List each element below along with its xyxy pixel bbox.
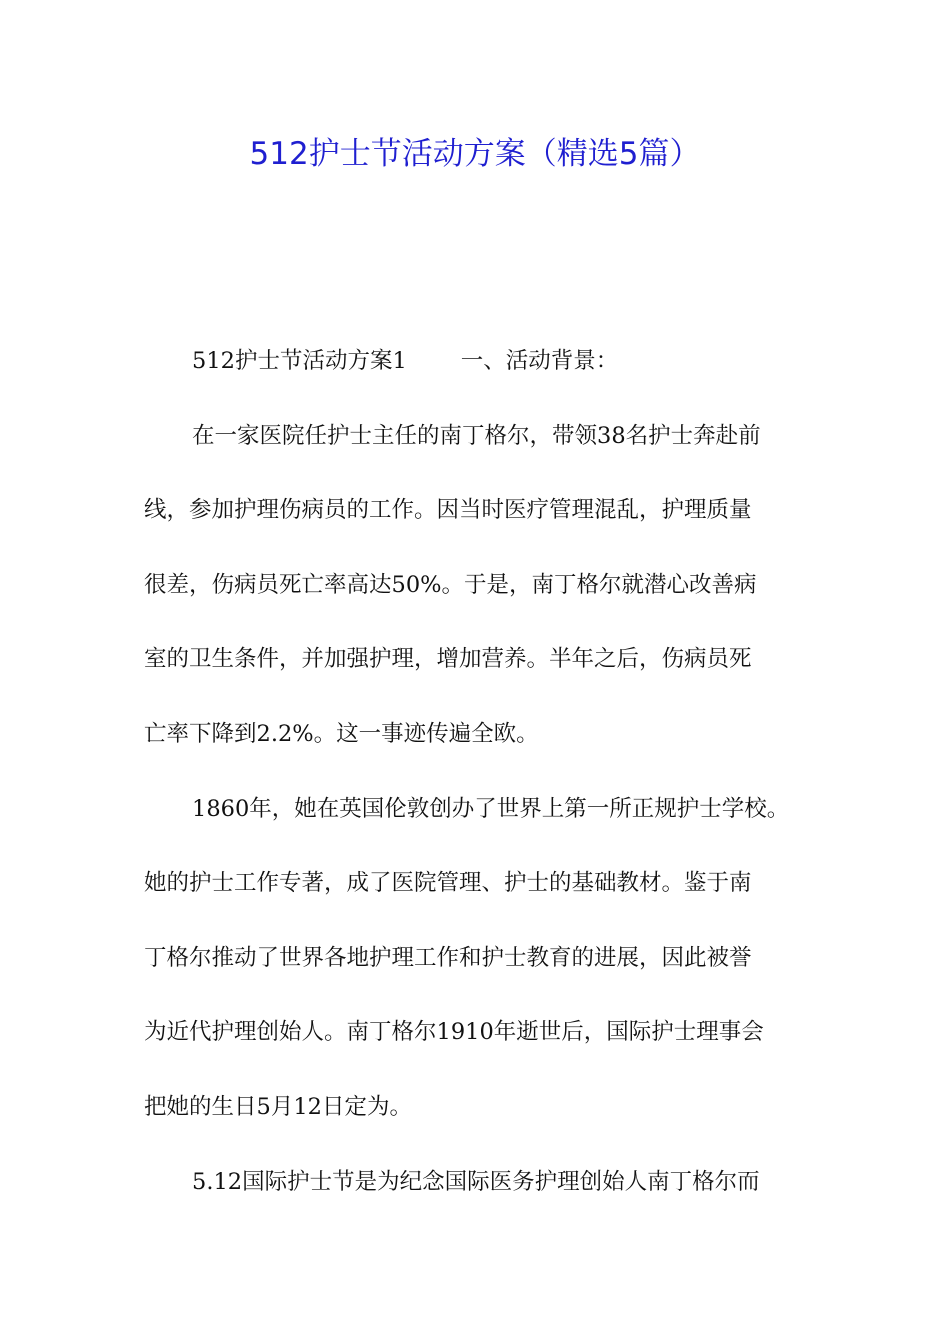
subsection-heading: 一、活动背景： (460, 348, 619, 374)
document-body (144, 331, 816, 1226)
paragraph-line: 丁格尔推动了世界各地护理工作和护士教育的进展，因此被誉 (144, 944, 752, 971)
paragraph-line: 很差，伤病员死亡率高达50%。于是，南丁格尔就潜心改善病 (144, 571, 757, 598)
paragraph-line: 1860年，她在英国伦敦创办了世界上第一所正规护士学校。 (192, 795, 790, 822)
paragraph-line: 亡率下降到2.2%。这一事迹传遍全欧。 (144, 720, 539, 747)
section-heading-line (144, 331, 816, 406)
paragraph-line: 把她的生日5月12日定为。 (144, 1093, 412, 1120)
section-title: 512护士节活动方案1 (192, 348, 407, 374)
paragraph-line: 为近代护理创始人。南丁格尔1910年逝世后，国际护士理事会 (144, 1019, 764, 1046)
paragraph-line: 5.12国际护士节是为纪念国际医务护理创始人南丁格尔而 (192, 1168, 760, 1195)
paragraph-line: 线，参加护理伤病员的工作。因当时医疗管理混乱，护理质量 (144, 497, 752, 524)
paragraph-line: 她的护士工作专著，成了医院管理、护士的基础教材。鉴于南 (144, 870, 752, 897)
paragraph-line: 室的卫生条件，并加强护理，增加营养。半年之后，伤病员死 (144, 646, 752, 673)
paragraph-line: 在一家医院任护士主任的南丁格尔，带领38名护士奔赴前 (192, 422, 761, 449)
document-title: 512护士节活动方案（精选5篇） (249, 136, 701, 172)
